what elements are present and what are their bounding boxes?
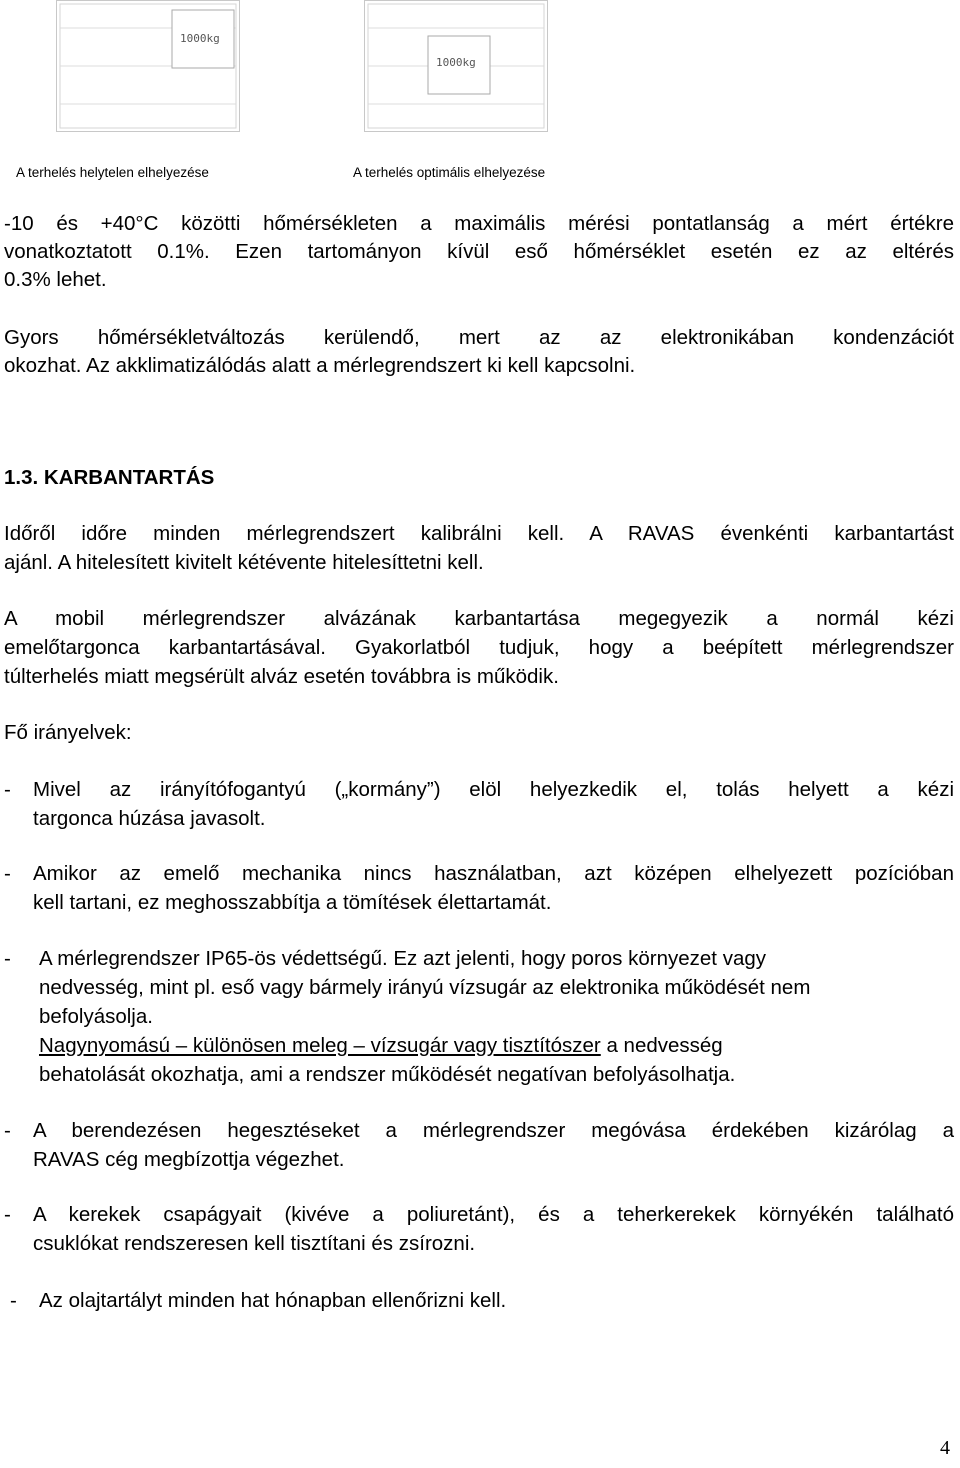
page-number: 4 — [940, 1437, 950, 1459]
bullet-1-line1: Mivel az irányítófogantyú („kormány”) elöl helyezkedik el, tolás helyett a kézi — [33, 778, 954, 801]
bullet-3-warning-underlined: Nagynyomású – különösen meleg – vízsugár vagy tisztítószer — [39, 1034, 601, 1057]
bullet-dash: - — [10, 1289, 17, 1312]
bullet-6-line1: Az olajtartályt minden hat hónapban ellenőrizni kell. — [39, 1289, 507, 1312]
bullet-3-line1: A mérlegrendszer IP65-ös védettségű. Ez azt jelenti, hogy poros környezet vagy — [39, 947, 766, 970]
bullet-3-warning-line2: behatolását okozhatja, ami a rendszer működését negatívan befolyásolhatja. — [39, 1063, 736, 1086]
bullet-dash: - — [4, 862, 11, 885]
section-p1-line2: ajánl. A hitelesített kivitelt kétévente hitelesíttetni kell. — [4, 551, 484, 574]
section-heading: 1.3. KARBANTARTÁS — [4, 466, 215, 489]
bullet-1-line2: targonca húzása javasolt. — [33, 807, 266, 830]
intro-p2-line1: Gyors hőmérsékletváltozás kerülendő, mert az az elektronikában kondenzációt — [4, 326, 954, 349]
bullet-3-line3: befolyásolja. — [39, 1005, 153, 1028]
bullet-4-line1: A berendezésen hegesztéseket a mérlegrendszer megóvása érdekében kizárólag a — [33, 1119, 954, 1142]
bullet-dash: - — [4, 1119, 11, 1142]
figure-caption-incorrect: A terhelés helytelen elhelyezése — [16, 165, 209, 180]
section-p2-line1: A mobil mérlegrendszer alvázának karbantartása megegyezik a normál kézi — [4, 607, 954, 630]
intro-p1-line1: -10 és +40°C közötti hőmérsékleten a maximális mérési pontatlanság a mért értékre — [4, 212, 954, 235]
intro-p1-line3: 0.3% lehet. — [4, 268, 107, 291]
bullet-2-line2: kell tartani, ez meghosszabbítja a tömítések élettartamát. — [33, 891, 552, 914]
bullet-dash: - — [4, 947, 11, 970]
section-p1-line1: Időről időre minden mérlegrendszert kalibrálni kell. A RAVAS évenkénti karbantartást — [4, 522, 954, 545]
bullet-dash: - — [4, 778, 11, 801]
intro-p2-line2: okozhat. Az akklimatizálódás alatt a mérlegrendszert ki kell kapcsolni. — [4, 354, 636, 377]
intro-p1-line2: vonatkoztatott 0.1%. Ezen tartományon kívül eső hőmérséklet esetén ez az eltérés — [4, 240, 954, 263]
figure-optimal-load — [364, 0, 548, 132]
figure-incorrect-load — [56, 0, 240, 132]
bullet-5-line1: A kerekek csapágyait (kivéve a poliuretánt), és a teherkerekek környékén található — [33, 1203, 954, 1226]
bullet-dash: - — [4, 1203, 11, 1226]
bullet-3-warning-rest: a nedvesség — [600, 1034, 723, 1057]
bullet-3-line2: nedvesség, mint pl. eső vagy bármely irányú vízsugár az elektronika működését nem — [39, 976, 811, 999]
section-p2-line3: túlterhelés miatt megsérült alváz esetén továbbra is működik. — [4, 665, 559, 688]
load-label: 1000kg — [436, 56, 476, 69]
pallet-optimal-drawing — [364, 0, 548, 132]
section-p2-line2: emelőtargonca karbantartásával. Gyakorlatból tudjuk, hogy a beépített mérlegrendszer — [4, 636, 954, 659]
bullet-5-line2: csuklókat rendszeresen kell tisztítani és zsírozni. — [33, 1232, 476, 1255]
bullet-2-line1: Amikor az emelő mechanika nincs használatban, azt középen elhelyezett pozícióban — [33, 862, 954, 885]
pallet-incorrect-drawing — [56, 0, 240, 132]
bullet-3-warning-line1 — [39, 1032, 723, 1060]
figure-caption-optimal: A terhelés optimális elhelyezése — [353, 165, 546, 180]
load-label: 1000kg — [180, 32, 220, 45]
guidelines-title: Fő irányelvek: — [4, 721, 132, 744]
bullet-4-line2: RAVAS cég megbízottja végezhet. — [33, 1148, 345, 1171]
